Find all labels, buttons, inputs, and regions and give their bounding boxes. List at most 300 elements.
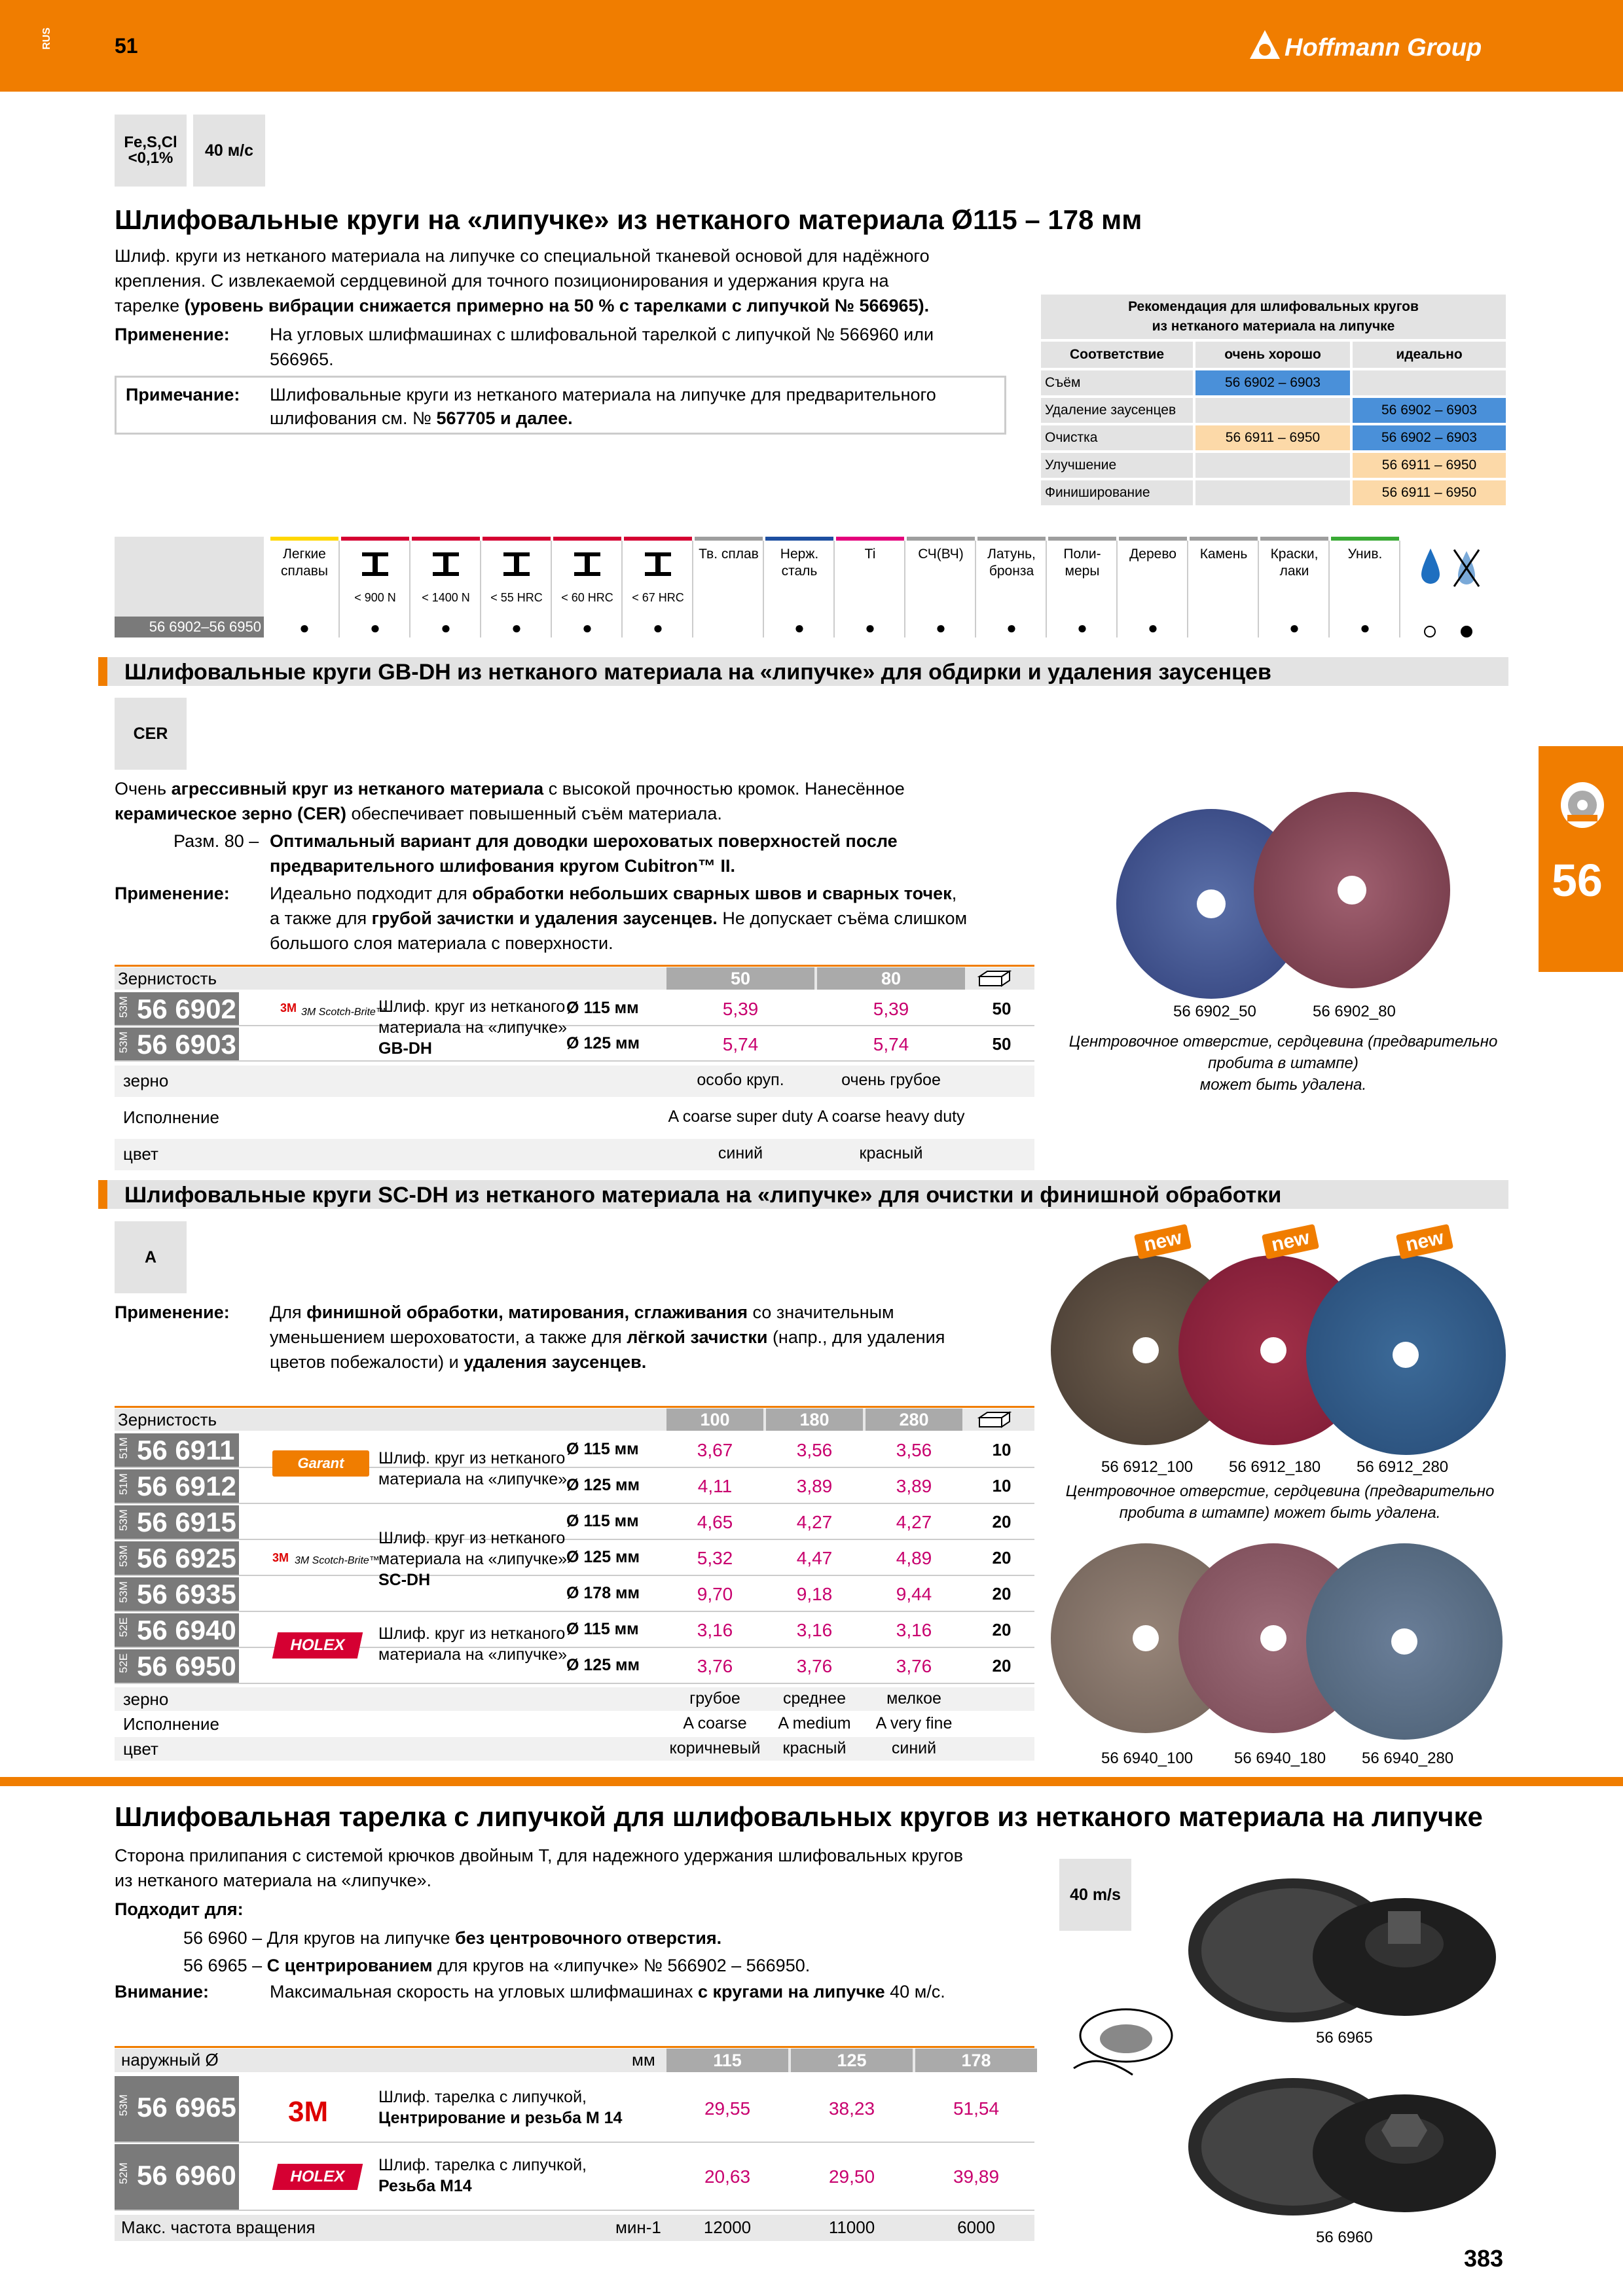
footer-label: Исполнение bbox=[123, 1714, 219, 1734]
s4-f2b: С центрированием bbox=[266, 1956, 433, 1975]
s2-cap-a: Центровочное отверстие, сердцевина (предварительно bbox=[1068, 1033, 1498, 1050]
s3-app-b bbox=[270, 1325, 945, 1350]
s2-app-b3: Не допускает съёма слишком bbox=[717, 908, 968, 928]
price: 38,23 bbox=[828, 2098, 875, 2119]
t3-desc-b: материала на «липучке» bbox=[378, 1550, 568, 1568]
s3-a3: со значительным bbox=[748, 1302, 894, 1322]
material-dot: ● bbox=[370, 618, 380, 637]
s3-a1: Для bbox=[270, 1302, 307, 1322]
price: 9,70 bbox=[697, 1584, 733, 1604]
speed-tag bbox=[193, 115, 265, 187]
rec-row bbox=[1041, 370, 1506, 395]
article-number: 56 6915 bbox=[137, 1507, 236, 1537]
rec-row-good bbox=[1195, 453, 1350, 478]
product-desc-a: Шлиф. тарелка с липучкой, bbox=[378, 2088, 587, 2106]
article-number: 56 6935 bbox=[137, 1579, 236, 1609]
footer-value: A coarse super duty bbox=[668, 1107, 813, 1126]
i-beam-icon bbox=[431, 551, 460, 577]
diameter: Ø 125 мм bbox=[566, 1656, 640, 1674]
table4-rpm-unit: мин-1 bbox=[615, 2217, 661, 2237]
price: 5,39 bbox=[722, 999, 759, 1019]
price: 3,76 bbox=[896, 1656, 932, 1676]
material-col-sep bbox=[975, 541, 976, 637]
s4-fit2 bbox=[183, 1953, 810, 1978]
rec-row-ideal: 56 6902 – 6903 bbox=[1353, 398, 1506, 423]
section2-title: Шлифовальные круги GB-DH из нетканого материала на «липучке» для обдирки и удаления заусенцев bbox=[124, 660, 1271, 685]
material-dot: ● bbox=[1360, 618, 1370, 637]
material-col-sep bbox=[409, 541, 410, 637]
diameter: Ø 125 мм bbox=[566, 1548, 640, 1566]
price: 20,63 bbox=[704, 2166, 751, 2187]
table3-desc-garant bbox=[378, 1448, 567, 1490]
material-dot: ● bbox=[1148, 618, 1158, 637]
img-caption-6965: 56 6965 bbox=[1316, 2029, 1373, 2047]
dry-dot bbox=[1461, 622, 1472, 642]
materials-blank bbox=[115, 537, 264, 617]
s2-app-a1: Идеально подходит для bbox=[270, 884, 473, 903]
material-col-sep bbox=[833, 541, 835, 637]
fescl-tag bbox=[115, 115, 187, 187]
disc-hole bbox=[1133, 1337, 1159, 1363]
material-color-bar bbox=[553, 537, 621, 541]
material-color-bar bbox=[341, 537, 409, 541]
article-number: 56 6925 bbox=[137, 1543, 236, 1573]
row-divider bbox=[115, 1503, 1034, 1504]
s1-app-b: 566965. bbox=[270, 350, 334, 369]
material-col-sep bbox=[480, 541, 481, 637]
img-caption-6940-180: 56 6940_180 bbox=[1234, 1749, 1326, 1767]
img-caption-6912-100: 56 6912_100 bbox=[1101, 1458, 1194, 1476]
s2-img-caption bbox=[1054, 1031, 1512, 1096]
pack-quantity: 10 bbox=[992, 1476, 1012, 1496]
price: 3,56 bbox=[796, 1440, 833, 1460]
rec-row-label: Удаление заусенцев bbox=[1041, 398, 1193, 423]
material-color-bar bbox=[412, 537, 480, 541]
material-col-sep bbox=[904, 541, 905, 637]
s3-b1: уменьшением шероховатости, а также для bbox=[270, 1327, 627, 1347]
i-beam-icon bbox=[502, 551, 531, 577]
article-number-cell bbox=[115, 1433, 239, 1467]
s4-f1c: без центровочного отверстия. bbox=[455, 1928, 722, 1948]
footer-value: коричневый bbox=[669, 1739, 761, 1757]
material-label: СЧ(ВЧ) bbox=[918, 547, 964, 562]
row-divider bbox=[115, 1539, 1034, 1540]
rpm-value: 6000 bbox=[957, 2217, 995, 2237]
material-label: < 55 HRC bbox=[490, 591, 543, 604]
s3-b2: лёгкой зачистки bbox=[627, 1327, 768, 1347]
price: 5,74 bbox=[722, 1034, 759, 1054]
s2-cap-c: может быть удалена. bbox=[1199, 1076, 1367, 1094]
article-number-cell bbox=[115, 1577, 239, 1611]
material-label: Легкие сплавы bbox=[280, 547, 329, 579]
language-tag: RUS bbox=[41, 27, 52, 50]
material-color-bar bbox=[1190, 537, 1258, 541]
material-label: Камень bbox=[1199, 547, 1248, 562]
img-caption-6940-280: 56 6940_280 bbox=[1362, 1749, 1454, 1767]
rec-title-a: Рекомендация для шлифовальных кругов bbox=[1128, 299, 1419, 314]
t3-desc-b: материала на «липучке» bbox=[378, 1470, 568, 1488]
price: 4,89 bbox=[896, 1548, 932, 1568]
material-col-sep bbox=[1328, 541, 1330, 637]
pack-box-icon bbox=[976, 967, 1015, 988]
grit-column: 180 bbox=[766, 1408, 863, 1431]
s3-c2: удаления заусенцев. bbox=[464, 1352, 647, 1372]
s1-intro-c bbox=[115, 293, 929, 318]
group-code: 53M bbox=[117, 1509, 130, 1532]
hoffmann-logo-icon bbox=[1247, 27, 1283, 63]
s1-intro-c-text: тарелке bbox=[115, 296, 185, 315]
new-badge: new bbox=[1396, 1224, 1453, 1259]
diameter: Ø 115 мм bbox=[566, 1440, 639, 1458]
rec-row-ideal: 56 6911 – 6950 bbox=[1353, 453, 1506, 478]
article-number-cell bbox=[115, 1469, 239, 1503]
table3-top-rule bbox=[115, 1406, 1034, 1408]
material-dot: ● bbox=[1077, 618, 1087, 637]
material-dot: ● bbox=[582, 618, 593, 637]
section4-title: Шлифовальная тарелка с липучкой для шлифовальных кругов из нетканого материала на липучке bbox=[115, 1801, 1483, 1832]
material-label: Тв. сплав bbox=[699, 547, 759, 562]
footer-value: красный bbox=[782, 1739, 847, 1757]
footer-value: очень грубое bbox=[841, 1071, 941, 1089]
s4-fit1 bbox=[183, 1926, 721, 1950]
footer-value: мелкое bbox=[886, 1689, 941, 1708]
rec-row-label: Очистка bbox=[1041, 425, 1193, 450]
article-number-cell bbox=[115, 2076, 239, 2142]
rec-row bbox=[1041, 453, 1506, 478]
material-col-sep bbox=[551, 541, 552, 637]
rec-col-ideal: идеально bbox=[1353, 342, 1506, 368]
hand-illustration bbox=[1061, 1977, 1185, 2094]
section3-header bbox=[98, 1180, 1508, 1209]
table4-top-rule bbox=[115, 2046, 1034, 2048]
s4-warn-c: 40 м/с. bbox=[884, 1982, 945, 2001]
footer-value: красный bbox=[859, 1144, 923, 1162]
table2-grit-label: Зернистость bbox=[118, 969, 217, 988]
page-number: 383 bbox=[1464, 2245, 1504, 2272]
price: 5,74 bbox=[873, 1034, 909, 1054]
disc-hole bbox=[1393, 1342, 1419, 1368]
s2-p2b: обеспечивает повышенный съём материала. bbox=[346, 804, 722, 823]
s2-p2 bbox=[115, 801, 722, 826]
s2-p2a: керамическое зерно (CER) bbox=[115, 804, 346, 823]
price: 3,89 bbox=[796, 1476, 833, 1496]
section3-title: Шлифовальные круги SC-DH из нетканого материала на «липучке» для очистки и финишной обработки bbox=[124, 1183, 1282, 1208]
product-desc-b: Центрирование и резьба М 14 bbox=[378, 2109, 623, 2127]
diameter: Ø 115 мм bbox=[566, 1512, 639, 1530]
article-number: 56 6965 bbox=[137, 2092, 236, 2123]
table2-top-rule bbox=[115, 965, 1034, 967]
material-color-bar bbox=[765, 537, 833, 541]
pack-quantity: 20 bbox=[992, 1548, 1012, 1568]
product-desc-b: Резьба М14 bbox=[378, 2177, 472, 2195]
s1-intro-b: крепления. С извлекаемой сердцевиной для точного позиционирования и удержания круга на bbox=[115, 271, 889, 291]
price: 3,76 bbox=[796, 1656, 833, 1676]
s2-app-b1: а также для bbox=[270, 908, 372, 928]
s2-size-a: Оптимальный вариант для доводки шероховатых поверхностей после bbox=[270, 831, 898, 851]
material-label: Дерево bbox=[1129, 547, 1176, 562]
s2-app-comma: , bbox=[951, 884, 957, 903]
chapter-number: 56 bbox=[1552, 855, 1603, 906]
diameter: Ø 125 мм bbox=[566, 1476, 640, 1494]
article-number: 56 6940 bbox=[137, 1615, 236, 1645]
material-dot: ● bbox=[865, 618, 875, 637]
rpm-value: 11000 bbox=[828, 2217, 875, 2237]
s3-c1: цветов побежалости) и bbox=[270, 1352, 464, 1372]
s4-warn bbox=[270, 1979, 945, 2004]
pack-quantity: 10 bbox=[992, 1440, 1012, 1460]
article-number: 56 6912 bbox=[137, 1471, 236, 1501]
diameter: Ø 115 мм bbox=[566, 1620, 639, 1638]
img-caption-6960: 56 6960 bbox=[1316, 2229, 1373, 2246]
price: 51,54 bbox=[953, 2098, 1000, 2119]
s4-f1b: Для кругов на липучке bbox=[266, 1928, 456, 1948]
s2-p1b: агрессивный круг из нетканого материала bbox=[171, 779, 544, 798]
rec-row-ideal bbox=[1353, 370, 1506, 395]
article-number-cell bbox=[115, 992, 239, 1025]
footer-label: цвет bbox=[123, 1739, 158, 1759]
group-code: 53M bbox=[117, 2094, 130, 2117]
a-label: A bbox=[144, 1247, 157, 1266]
price: 29,55 bbox=[704, 2098, 751, 2119]
materials-range: 56 6902–56 6950 bbox=[115, 617, 264, 637]
price: 4,65 bbox=[697, 1512, 733, 1532]
material-color-bar bbox=[483, 537, 551, 541]
s4-f2a: 56 6965 – bbox=[183, 1956, 267, 1975]
materials-table bbox=[115, 537, 1509, 638]
row-divider bbox=[115, 1683, 1034, 1684]
brand-3m-logo: 3M bbox=[272, 1551, 289, 1564]
s4-fits: Подходит для: bbox=[115, 1899, 244, 1919]
s1-intro-a: Шлиф. круги из нетканого материала на липучке со специальной тканевой основой для надёжного bbox=[115, 246, 930, 266]
rec-row-good bbox=[1195, 480, 1350, 505]
price: 3,67 bbox=[697, 1440, 733, 1460]
s4-p-b: из нетканого материала на «липучке». bbox=[115, 1871, 432, 1890]
i-beam-icon bbox=[644, 551, 672, 577]
table4-outer-label: наружный Ø bbox=[121, 2050, 219, 2070]
brand-name: Hoffmann Group bbox=[1285, 34, 1482, 62]
brand-garant-logo: Garant bbox=[272, 1450, 369, 1477]
group-code: 52E bbox=[117, 1617, 130, 1638]
row-divider bbox=[115, 1647, 1034, 1648]
article-number: 56 6903 bbox=[137, 1029, 236, 1060]
diameter-column: 115 bbox=[666, 2049, 788, 2072]
price: 4,11 bbox=[697, 1476, 733, 1496]
s2-app-b bbox=[270, 906, 967, 931]
i-beam-icon bbox=[361, 551, 390, 577]
pack-quantity: 50 bbox=[992, 1034, 1012, 1054]
table2-desc-a: Шлиф. круг из нетканого bbox=[378, 997, 566, 1016]
article-number-cell bbox=[115, 1505, 239, 1539]
price: 4,27 bbox=[796, 1512, 833, 1532]
group-code: 51M bbox=[117, 1473, 130, 1496]
s2-app-b2: грубой зачистки и удаления заусенцев. bbox=[371, 908, 718, 928]
material-label: < 67 HRC bbox=[632, 591, 684, 604]
material-dot: ● bbox=[511, 618, 522, 637]
t3-desc-a: Шлиф. круг из нетканого bbox=[378, 1529, 566, 1547]
s2-p1 bbox=[115, 776, 905, 801]
s3-app-c bbox=[270, 1350, 646, 1374]
table3-desc-holex bbox=[378, 1623, 567, 1665]
group-code: 53M bbox=[117, 1031, 130, 1054]
article-number-cell bbox=[115, 1613, 239, 1647]
pack-quantity: 20 bbox=[992, 1512, 1012, 1532]
s1-note-label: Примечание: bbox=[126, 385, 240, 404]
t3-desc-a: Шлиф. круг из нетканого bbox=[378, 1624, 566, 1643]
material-color-bar bbox=[624, 537, 692, 541]
row-divider bbox=[115, 2210, 1034, 2211]
s1-intro-bold: (уровень вибрации снижается примерно на 50 % с тарелками с липучкой № 566965). bbox=[184, 296, 930, 315]
rec-col-match: Соответствие bbox=[1041, 342, 1193, 368]
table2-grit-50: 50 bbox=[666, 967, 814, 990]
article-number: 56 6911 bbox=[137, 1435, 235, 1465]
material-dot: ● bbox=[441, 618, 451, 637]
rec-rows bbox=[1041, 370, 1506, 505]
wet-drop-icon bbox=[1417, 543, 1444, 589]
brand-logo: HOLEX bbox=[272, 2164, 363, 2190]
footer-value: A medium bbox=[778, 1714, 851, 1732]
i-beam-icon bbox=[573, 551, 602, 577]
material-label: < 60 HRC bbox=[561, 591, 613, 604]
speed2-label: 40 m/s bbox=[1070, 1885, 1121, 1904]
group-code: 52E bbox=[117, 1653, 130, 1674]
row-divider bbox=[115, 1611, 1034, 1612]
table4-rpm-label: Макс. частота вращения bbox=[121, 2217, 316, 2237]
wet-dot bbox=[1424, 622, 1436, 642]
article-number-cell bbox=[115, 1541, 239, 1575]
material-label: Латунь, бронза bbox=[987, 547, 1036, 579]
s4-f1a: 56 6960 – bbox=[183, 1928, 267, 1948]
material-col-sep bbox=[1046, 541, 1047, 637]
table2-desc bbox=[378, 996, 567, 1059]
pack-quantity: 50 bbox=[992, 999, 1012, 1018]
disc-hole bbox=[1260, 1625, 1286, 1651]
material-color-bar bbox=[907, 537, 975, 541]
img-caption-6912-280: 56 6912_280 bbox=[1357, 1458, 1449, 1476]
img-caption-6940-100: 56 6940_100 bbox=[1101, 1749, 1194, 1767]
rec-title-b: из нетканого материала на липучке bbox=[1152, 319, 1395, 334]
material-label: Краски, лаки bbox=[1270, 547, 1319, 579]
price: 29,50 bbox=[828, 2166, 875, 2187]
rec-title bbox=[1041, 295, 1506, 339]
s2-p1c: с высокой прочностью кромок. Нанесённое bbox=[543, 779, 905, 798]
footer-label: Исполнение bbox=[123, 1107, 219, 1127]
section1-title: Шлифовальные круги на «липучке» из нетканого материала Ø115 – 178 мм bbox=[115, 204, 1142, 235]
s2-app-label: Применение: bbox=[115, 884, 230, 903]
pack-box-icon bbox=[976, 1408, 1015, 1429]
material-label: Ti bbox=[864, 547, 876, 562]
table2-desc-b: материала на «липучке» bbox=[378, 1018, 568, 1037]
price: 9,44 bbox=[896, 1584, 932, 1604]
rec-row-ideal: 56 6911 – 6950 bbox=[1353, 480, 1506, 505]
diameter: Ø 125 мм bbox=[566, 1034, 640, 1052]
price: 39,89 bbox=[953, 2166, 1000, 2187]
material-col-sep bbox=[338, 541, 340, 637]
material-label: < 1400 N bbox=[422, 591, 470, 604]
table3-grit-label: Зернистость bbox=[118, 1410, 217, 1429]
price: 3,16 bbox=[796, 1620, 833, 1640]
disc-hole bbox=[1391, 1628, 1417, 1655]
img-caption-6902-50: 56 6902_50 bbox=[1173, 1003, 1256, 1020]
img-caption-6902-80: 56 6902_80 bbox=[1313, 1003, 1396, 1020]
material-label: Нерж. сталь bbox=[780, 547, 819, 579]
footer-label: зерно bbox=[123, 1689, 169, 1709]
material-col-sep bbox=[1399, 541, 1400, 637]
disc-hole bbox=[1260, 1337, 1286, 1363]
row-divider bbox=[115, 2142, 1034, 2143]
s1-note-a: Шлифовальные круги из нетканого материала на липучке для предварительного bbox=[270, 385, 936, 404]
row-divider bbox=[115, 1575, 1034, 1576]
footer-value: грубое bbox=[689, 1689, 740, 1708]
footer-label: цвет bbox=[123, 1144, 158, 1164]
material-color-bar bbox=[1331, 537, 1399, 541]
s4-warn-label: Внимание: bbox=[115, 1982, 209, 2001]
page-left-number: 51 bbox=[115, 34, 138, 58]
t3-desc-c: SC-DH bbox=[378, 1571, 431, 1589]
t3-desc-a: Шлиф. круг из нетканого bbox=[378, 1449, 566, 1467]
s3-img-caption bbox=[1048, 1480, 1512, 1524]
price: 9,18 bbox=[796, 1584, 833, 1604]
dry-no-coolant-icon bbox=[1450, 543, 1483, 589]
footer-value: синий bbox=[891, 1739, 937, 1757]
rpm-value: 12000 bbox=[703, 2217, 752, 2237]
recommendation-table bbox=[1041, 295, 1506, 505]
s3-app-label: Применение: bbox=[115, 1302, 230, 1322]
pack-quantity: 20 bbox=[992, 1656, 1012, 1676]
material-col-sep bbox=[1116, 541, 1118, 637]
s1-note-b bbox=[270, 406, 573, 431]
price: 4,47 bbox=[796, 1548, 833, 1568]
backing-pad-6965-image bbox=[1175, 1872, 1516, 2029]
s4-warn-a: Максимальная скорость на угловых шлифмашинах bbox=[270, 1982, 699, 2001]
grit-column: 280 bbox=[866, 1408, 962, 1431]
section2-header bbox=[98, 657, 1508, 686]
brand-scotchbrite: 3M Scotch-Brite™ bbox=[295, 1555, 380, 1566]
article-number-cell bbox=[115, 1649, 239, 1683]
material-color-bar bbox=[1119, 537, 1187, 541]
rec-row-ideal: 56 6902 – 6903 bbox=[1353, 425, 1506, 450]
material-dot: ● bbox=[1006, 618, 1017, 637]
s2-size-b: предварительного шлифования кругом Cubitron™ II. bbox=[270, 856, 736, 876]
s4-p-a: Сторона прилипания с системой крючков двойным T, для надежного удержания шлифовальных кругов bbox=[115, 1846, 963, 1865]
price: 3,89 bbox=[896, 1476, 932, 1496]
material-color-bar bbox=[1048, 537, 1116, 541]
s4-f2c: для кругов на «липучке» № 566902 – 566950. bbox=[432, 1956, 811, 1975]
price: 4,27 bbox=[896, 1512, 932, 1532]
footer-value: A very fine bbox=[875, 1714, 953, 1732]
group-code: 51M bbox=[117, 1437, 130, 1460]
article-number-cell bbox=[115, 1028, 239, 1060]
price: 3,76 bbox=[697, 1656, 733, 1676]
rec-col-good: очень хорошо bbox=[1195, 342, 1350, 368]
footer-value: особо круп. bbox=[697, 1071, 784, 1089]
rec-row-label: Финиширование bbox=[1041, 480, 1193, 505]
material-col-sep bbox=[621, 541, 623, 637]
product-desc-a: Шлиф. тарелка с липучкой, bbox=[378, 2156, 587, 2174]
material-col-sep bbox=[1258, 541, 1259, 637]
diameter: Ø 115 мм bbox=[566, 999, 639, 1017]
s1-app-a: На угловых шлифмашинах с шлифовальной тарелкой с липучкой № 566960 или bbox=[270, 325, 934, 344]
rec-row-label: Улучшение bbox=[1041, 453, 1193, 478]
diameter-column: 125 bbox=[791, 2049, 913, 2072]
material-label: Унив. bbox=[1347, 547, 1383, 562]
s3-app-a bbox=[270, 1300, 894, 1325]
footer-value: среднее bbox=[783, 1689, 846, 1708]
cer-tag bbox=[115, 698, 187, 770]
group-code: 53M bbox=[117, 1581, 130, 1604]
table4-mm-label: мм bbox=[632, 2050, 655, 2070]
brand-scotchbrite: 3M Scotch-Brite™ bbox=[301, 1007, 386, 1018]
disc-hole bbox=[1338, 876, 1366, 905]
